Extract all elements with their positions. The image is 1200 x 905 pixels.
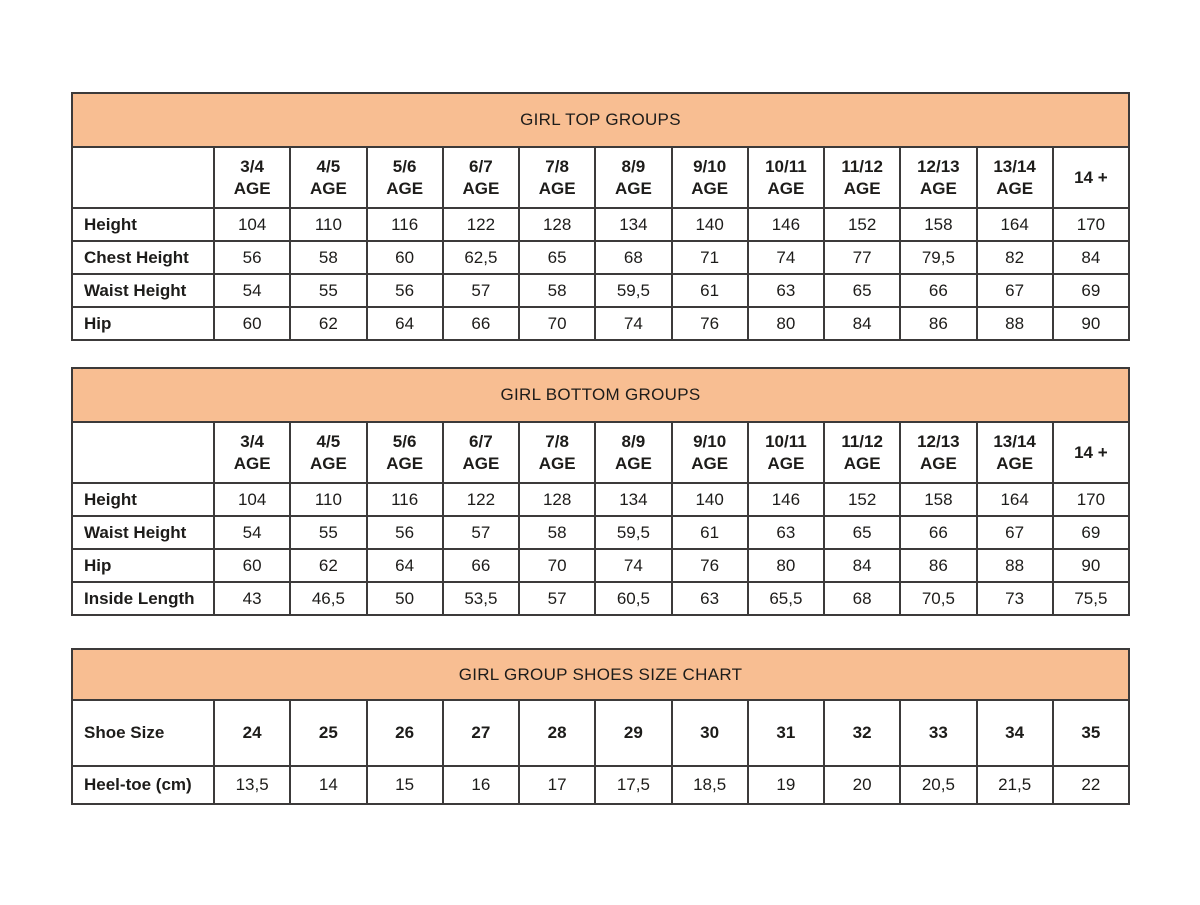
table-row [72, 516, 1129, 549]
cell-value: 170 [1053, 483, 1129, 516]
age-column-header [290, 422, 366, 483]
age-label: 5/6 [392, 156, 417, 176]
cell-value: 57 [443, 274, 519, 307]
cell-value: 43 [214, 582, 290, 615]
cell-value: 24 [214, 700, 290, 766]
cell-value: 61 [672, 274, 748, 307]
row-label: Waist Height [72, 516, 214, 549]
cell-value: 63 [672, 582, 748, 615]
cell-value: 146 [748, 483, 824, 516]
age-column-header [443, 422, 519, 483]
age-label: 10/11 [765, 431, 807, 451]
age-sub-label: AGE [386, 453, 424, 473]
cell-value: 62 [290, 549, 366, 582]
cell-value: 66 [900, 274, 976, 307]
cell-value: 17,5 [595, 766, 671, 804]
age-column-header [443, 147, 519, 208]
age-label: 10/11 [765, 156, 807, 176]
age-label: 14 + [1074, 167, 1108, 187]
age-sub-label: AGE [538, 178, 576, 198]
cell-value: 59,5 [595, 274, 671, 307]
cell-value: 79,5 [900, 241, 976, 274]
cell-value: 29 [595, 700, 671, 766]
table-title: GIRL GROUP SHOES SIZE CHART [72, 649, 1129, 700]
cell-value: 69 [1053, 274, 1129, 307]
age-column-header [1053, 147, 1129, 208]
cell-value: 134 [595, 208, 671, 241]
cell-value: 57 [443, 516, 519, 549]
cell-value: 25 [290, 700, 366, 766]
age-label: 7/8 [545, 156, 569, 176]
row-label: Waist Height [72, 274, 214, 307]
cell-value: 86 [900, 307, 976, 340]
table-title-band [72, 649, 1129, 700]
age-sub-label: AGE [233, 453, 271, 473]
age-column-header [672, 147, 748, 208]
age-sub-label: AGE [691, 453, 729, 473]
age-label: 11/12 [841, 431, 883, 451]
age-sub-label: AGE [386, 178, 424, 198]
cell-value: 65 [519, 241, 595, 274]
cell-value: 158 [900, 483, 976, 516]
cell-value: 50 [367, 582, 443, 615]
cell-value: 70 [519, 549, 595, 582]
cell-value: 104 [214, 208, 290, 241]
age-sub-label: AGE [919, 453, 957, 473]
cell-value: 146 [748, 208, 824, 241]
cell-value: 158 [900, 208, 976, 241]
age-label: 12/13 [917, 431, 960, 451]
cell-value: 128 [519, 483, 595, 516]
cell-value: 164 [977, 208, 1053, 241]
cell-value: 18,5 [672, 766, 748, 804]
cell-value: 67 [977, 516, 1053, 549]
age-label: 7/8 [545, 431, 569, 451]
cell-value: 31 [748, 700, 824, 766]
cell-value: 86 [900, 549, 976, 582]
cell-value: 63 [748, 516, 824, 549]
age-sub-label: AGE [843, 178, 881, 198]
cell-value: 30 [672, 700, 748, 766]
cell-value: 16 [443, 766, 519, 804]
age-column-header [519, 422, 595, 483]
age-column-header [519, 147, 595, 208]
cell-value: 122 [443, 208, 519, 241]
cell-value: 76 [672, 549, 748, 582]
age-sub-label: AGE [767, 453, 805, 473]
age-label: 14 + [1074, 442, 1108, 462]
table-row [72, 582, 1129, 615]
age-column-header [367, 147, 443, 208]
row-label: Heel-toe (cm) [72, 766, 214, 804]
age-sub-label: AGE [919, 178, 957, 198]
age-sub-label: AGE [538, 453, 576, 473]
cell-value: 134 [595, 483, 671, 516]
cell-value: 64 [367, 307, 443, 340]
cell-value: 70,5 [900, 582, 976, 615]
cell-value: 164 [977, 483, 1053, 516]
cell-value: 74 [595, 549, 671, 582]
cell-value: 90 [1053, 307, 1129, 340]
cell-value: 17 [519, 766, 595, 804]
age-column-header [977, 147, 1053, 208]
cell-value: 60 [367, 241, 443, 274]
cell-value: 152 [824, 483, 900, 516]
cell-value: 116 [367, 208, 443, 241]
cell-value: 66 [443, 549, 519, 582]
age-column-header [595, 147, 671, 208]
cell-value: 84 [824, 307, 900, 340]
cell-value: 20,5 [900, 766, 976, 804]
age-column-header [900, 147, 976, 208]
cell-value: 22 [1053, 766, 1129, 804]
cell-value: 82 [977, 241, 1053, 274]
age-label: 13/14 [993, 156, 1036, 176]
cell-value: 54 [214, 516, 290, 549]
cell-value: 34 [977, 700, 1053, 766]
age-label: 4/5 [316, 156, 341, 176]
age-label: 3/4 [240, 431, 264, 451]
cell-value: 140 [672, 208, 748, 241]
cell-value: 110 [290, 483, 366, 516]
cell-value: 54 [214, 274, 290, 307]
cell-value: 65 [824, 516, 900, 549]
cell-value: 104 [214, 483, 290, 516]
cell-value: 56 [214, 241, 290, 274]
cell-value: 56 [367, 516, 443, 549]
cell-value: 61 [672, 516, 748, 549]
age-sub-label: AGE [843, 453, 881, 473]
cell-value: 84 [1053, 241, 1129, 274]
table-title: GIRL BOTTOM GROUPS [72, 368, 1129, 422]
age-column-header [748, 147, 824, 208]
cell-value: 71 [672, 241, 748, 274]
row-label: Shoe Size [72, 700, 214, 766]
age-header-row [72, 422, 1129, 483]
age-label: 8/9 [621, 156, 646, 176]
age-sub-label: AGE [309, 453, 347, 473]
age-sub-label: AGE [309, 178, 347, 198]
cell-value: 110 [290, 208, 366, 241]
cell-value: 64 [367, 549, 443, 582]
age-label: 5/6 [392, 431, 417, 451]
cell-value: 63 [748, 274, 824, 307]
cell-value: 80 [748, 549, 824, 582]
age-column-header [595, 422, 671, 483]
girl-bottom-groups-table [71, 367, 1130, 616]
cell-value: 77 [824, 241, 900, 274]
cell-value: 170 [1053, 208, 1129, 241]
age-label: 9/10 [693, 156, 727, 176]
cell-value: 46,5 [290, 582, 366, 615]
cell-value: 58 [519, 274, 595, 307]
cell-value: 60 [214, 307, 290, 340]
corner-cell [72, 147, 214, 208]
age-sub-label: AGE [614, 453, 652, 473]
row-label: Inside Length [72, 582, 214, 615]
cell-value: 75,5 [1053, 582, 1129, 615]
table-row [72, 307, 1129, 340]
cell-value: 33 [900, 700, 976, 766]
age-label: 6/7 [469, 156, 493, 176]
cell-value: 80 [748, 307, 824, 340]
cell-value: 90 [1053, 549, 1129, 582]
cell-value: 21,5 [977, 766, 1053, 804]
age-label: 8/9 [621, 431, 646, 451]
cell-value: 74 [748, 241, 824, 274]
cell-value: 20 [824, 766, 900, 804]
age-header-row [72, 147, 1129, 208]
table-row [72, 274, 1129, 307]
age-column-header [290, 147, 366, 208]
age-label: 3/4 [240, 156, 264, 176]
cell-value: 32 [824, 700, 900, 766]
cell-value: 53,5 [443, 582, 519, 615]
row-label: Hip [72, 307, 214, 340]
cell-value: 26 [367, 700, 443, 766]
cell-value: 67 [977, 274, 1053, 307]
age-label: 13/14 [993, 431, 1036, 451]
table-title: GIRL TOP GROUPS [72, 93, 1129, 147]
age-sub-label: AGE [996, 178, 1034, 198]
cell-value: 66 [443, 307, 519, 340]
cell-value: 84 [824, 549, 900, 582]
cell-value: 68 [824, 582, 900, 615]
age-sub-label: AGE [233, 178, 271, 198]
cell-value: 56 [367, 274, 443, 307]
age-column-header [367, 422, 443, 483]
cell-value: 74 [595, 307, 671, 340]
cell-value: 27 [443, 700, 519, 766]
age-column-header [824, 147, 900, 208]
age-label: 9/10 [693, 431, 727, 451]
cell-value: 58 [290, 241, 366, 274]
cell-value: 60 [214, 549, 290, 582]
row-label: Height [72, 483, 214, 516]
cell-value: 116 [367, 483, 443, 516]
cell-value: 66 [900, 516, 976, 549]
cell-value: 65 [824, 274, 900, 307]
row-label: Height [72, 208, 214, 241]
cell-value: 60,5 [595, 582, 671, 615]
cell-value: 152 [824, 208, 900, 241]
corner-cell [72, 422, 214, 483]
age-sub-label: AGE [462, 178, 500, 198]
age-sub-label: AGE [691, 178, 729, 198]
age-column-header [672, 422, 748, 483]
cell-value: 88 [977, 307, 1053, 340]
cell-value: 15 [367, 766, 443, 804]
age-column-header [214, 147, 290, 208]
cell-value: 35 [1053, 700, 1129, 766]
cell-value: 55 [290, 516, 366, 549]
cell-value: 57 [519, 582, 595, 615]
table-row [72, 549, 1129, 582]
cell-value: 62 [290, 307, 366, 340]
age-sub-label: AGE [996, 453, 1034, 473]
age-label: 4/5 [316, 431, 341, 451]
girl-group-shoes-size-chart-table [71, 648, 1130, 805]
cell-value: 55 [290, 274, 366, 307]
cell-value: 69 [1053, 516, 1129, 549]
cell-value: 70 [519, 307, 595, 340]
cell-value: 62,5 [443, 241, 519, 274]
cell-value: 76 [672, 307, 748, 340]
age-column-header [977, 422, 1053, 483]
age-sub-label: AGE [462, 453, 500, 473]
table-row [72, 766, 1129, 804]
cell-value: 140 [672, 483, 748, 516]
age-column-header [824, 422, 900, 483]
cell-value: 68 [595, 241, 671, 274]
age-column-header [1053, 422, 1129, 483]
age-sub-label: AGE [614, 178, 652, 198]
cell-value: 14 [290, 766, 366, 804]
table-row [72, 483, 1129, 516]
age-label: 11/12 [841, 156, 883, 176]
age-column-header [748, 422, 824, 483]
cell-value: 65,5 [748, 582, 824, 615]
age-column-header [214, 422, 290, 483]
age-label: 12/13 [917, 156, 960, 176]
cell-value: 58 [519, 516, 595, 549]
cell-value: 19 [748, 766, 824, 804]
cell-value: 128 [519, 208, 595, 241]
cell-value: 59,5 [595, 516, 671, 549]
cell-value: 73 [977, 582, 1053, 615]
age-column-header [900, 422, 976, 483]
table-title-band [72, 93, 1129, 147]
table-row [72, 208, 1129, 241]
cell-value: 28 [519, 700, 595, 766]
girl-top-groups-table [71, 92, 1130, 341]
cell-value: 88 [977, 549, 1053, 582]
age-sub-label: AGE [767, 178, 805, 198]
table-row [72, 241, 1129, 274]
row-label: Hip [72, 549, 214, 582]
cell-value: 122 [443, 483, 519, 516]
age-label: 6/7 [469, 431, 493, 451]
table-row [72, 700, 1129, 766]
cell-value: 13,5 [214, 766, 290, 804]
tables-container [71, 92, 1130, 805]
row-label: Chest Height [72, 241, 214, 274]
table-title-band [72, 368, 1129, 422]
